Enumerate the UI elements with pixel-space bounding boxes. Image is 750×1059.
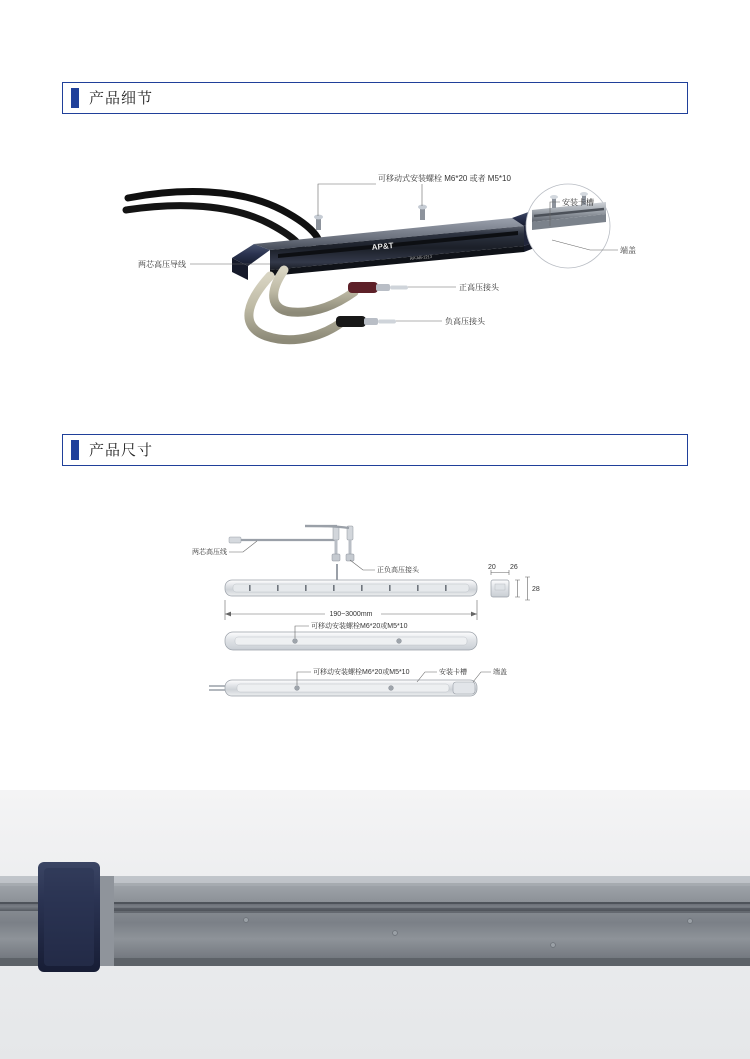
end-cap-closeup bbox=[38, 862, 114, 972]
callout-movable-bolt-bottom: 可移动安装螺栓M6*20或M5*10 bbox=[313, 669, 410, 676]
callout-end-cap-dim: 端盖 bbox=[493, 669, 507, 676]
negative-connector-plug bbox=[336, 316, 396, 327]
callout-mounting-slot-dim: 安装卡槽 bbox=[439, 669, 467, 676]
section-accent-bar bbox=[71, 440, 79, 460]
section-header-product-detail bbox=[62, 82, 688, 114]
dim-overall-length: 190~3000mm bbox=[329, 611, 373, 618]
section-title: 产品细节 bbox=[89, 89, 154, 107]
callout-end-cap: 端盖 bbox=[620, 246, 636, 255]
callout-positive-connector: 正高压接头 bbox=[459, 283, 499, 292]
section-title: 产品尺寸 bbox=[89, 441, 154, 459]
product-detail-figure bbox=[120, 140, 640, 380]
inner-rail-shadow bbox=[114, 908, 750, 913]
view-front bbox=[225, 564, 477, 596]
product-dimension-figure bbox=[185, 520, 565, 740]
mounting-slot-zoom bbox=[526, 184, 610, 268]
dim-width: 20 bbox=[488, 564, 496, 571]
callout-two-core-hv-wire: 两芯高压线 bbox=[192, 549, 227, 556]
dim-depth: 26 bbox=[510, 564, 518, 571]
product-detail-illustration bbox=[120, 140, 640, 380]
view-top bbox=[225, 621, 477, 650]
mounting-bolts bbox=[314, 205, 427, 230]
section-header-product-size bbox=[62, 434, 688, 466]
callout-mounting-slot: 安装卡槽 bbox=[562, 198, 594, 207]
callout-movable-bolt: 可移动式安装螺栓 M6*20 或者 M5*10 bbox=[378, 174, 511, 183]
overall-length-dimension bbox=[225, 600, 477, 620]
product-closeup-illustration bbox=[0, 790, 750, 1059]
gray-hv-cable-upper bbox=[274, 270, 354, 312]
callout-negative-connector: 负高压接头 bbox=[445, 317, 485, 326]
view-bottom bbox=[209, 667, 507, 696]
view-section bbox=[488, 564, 540, 600]
top-cable-assembly bbox=[229, 526, 354, 561]
product-closeup-photo bbox=[0, 790, 750, 1059]
section-accent-bar bbox=[71, 88, 79, 108]
model-text: AP-AB-1213 bbox=[409, 253, 433, 261]
callout-movable-bolt-top: 可移动安装螺栓M6*20或M5*10 bbox=[311, 623, 408, 630]
dim-height: 28 bbox=[532, 586, 540, 593]
callout-two-core-wire: 两芯高压导线 bbox=[138, 260, 186, 269]
callout-hv-connector: 正负高压接头 bbox=[377, 567, 419, 574]
positive-connector-plug bbox=[348, 282, 408, 293]
dimension-drawing bbox=[185, 520, 565, 740]
brand-logo-text: AP&T bbox=[371, 240, 394, 252]
